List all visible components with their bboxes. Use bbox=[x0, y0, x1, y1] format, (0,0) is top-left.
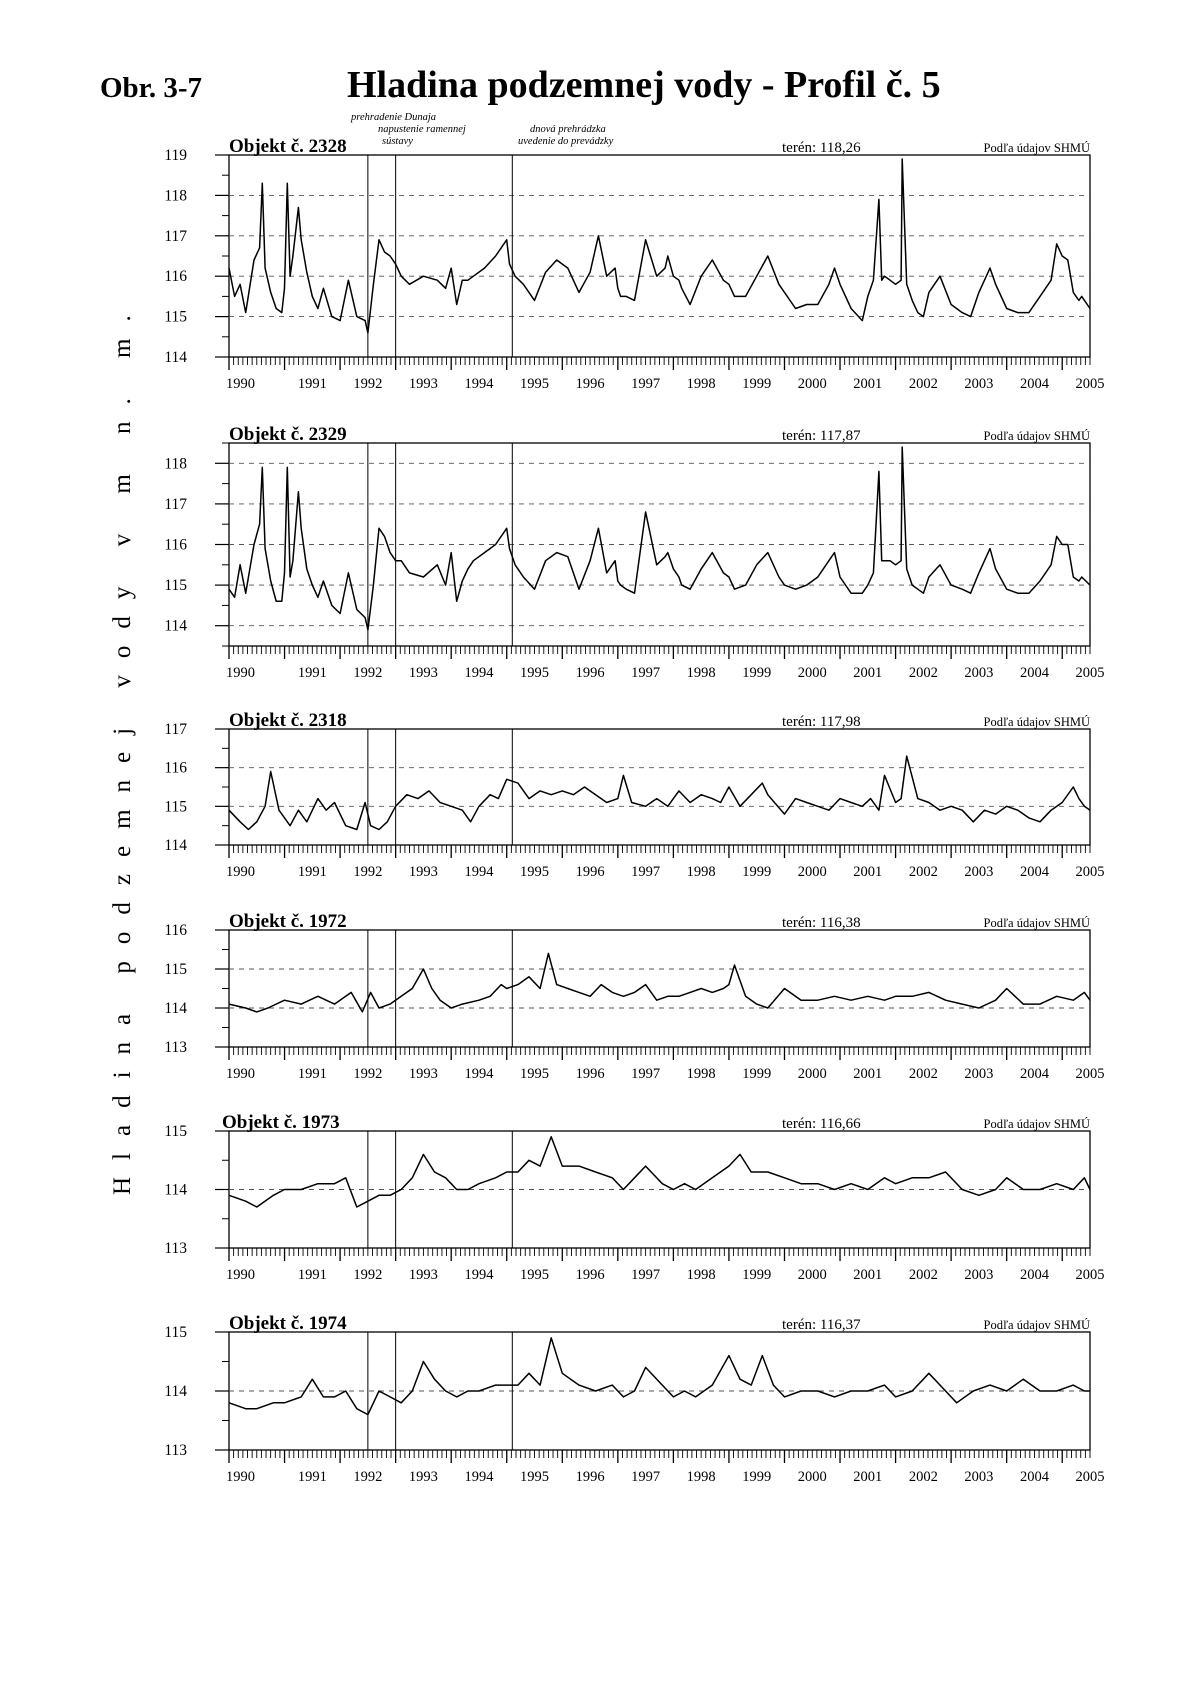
panel-title: Objekt č. 2318 bbox=[229, 710, 347, 731]
x-tick-label: 2002 bbox=[908, 376, 938, 392]
y-tick-label: 118 bbox=[164, 455, 187, 473]
x-tick-label: 1992 bbox=[353, 376, 383, 392]
y-tick-label: 114 bbox=[164, 1383, 187, 1400]
y-tick-label: 116 bbox=[164, 922, 187, 939]
x-tick-label: 1990 bbox=[226, 1469, 255, 1485]
x-tick-label: 2000 bbox=[797, 1267, 827, 1283]
x-tick-label: 1997 bbox=[631, 1066, 661, 1082]
panel-source: Podľa údajov SHMÚ bbox=[983, 916, 1090, 930]
x-tick-label: 2004 bbox=[1019, 864, 1049, 880]
x-tick-label: 2005 bbox=[1075, 1066, 1105, 1082]
x-tick-label: 1993 bbox=[408, 1469, 438, 1485]
x-tick-label: 2002 bbox=[908, 1469, 938, 1485]
panel-title: Objekt č. 2328 bbox=[229, 136, 347, 157]
x-tick-label: 2005 bbox=[1075, 376, 1105, 392]
x-tick-label: 1999 bbox=[742, 864, 772, 880]
x-tick-label: 2001 bbox=[853, 1469, 883, 1485]
x-tick-label: 1991 bbox=[297, 376, 327, 392]
y-tick-label: 117 bbox=[164, 721, 187, 738]
x-tick-label: 2004 bbox=[1019, 665, 1049, 681]
x-tick-label: 1997 bbox=[631, 864, 661, 880]
y-tick-label: 114 bbox=[164, 837, 187, 854]
x-tick-label: 1991 bbox=[297, 1267, 327, 1283]
panel-teren: terén: 118,26 bbox=[782, 140, 861, 156]
x-tick-label: 1990 bbox=[226, 864, 255, 880]
y-tick-label: 114 bbox=[164, 1000, 187, 1017]
x-tick-label: 1996 bbox=[575, 864, 605, 880]
x-tick-label: 1999 bbox=[742, 376, 772, 392]
x-tick-label: 1997 bbox=[631, 665, 661, 681]
x-tick-label: 1997 bbox=[631, 376, 661, 392]
x-tick-label: 1995 bbox=[520, 1469, 550, 1485]
annotation-dnova-prehradzka: dnová prehrádzka bbox=[530, 124, 606, 135]
x-tick-label: 1999 bbox=[742, 1066, 772, 1082]
x-tick-label: 1992 bbox=[353, 1267, 383, 1283]
x-tick-label: 1995 bbox=[520, 864, 550, 880]
panel-teren: terén: 116,38 bbox=[782, 915, 861, 931]
figure-title: Hladina podzemnej vody - Profil č. 5 bbox=[347, 64, 941, 106]
x-tick-label: 2003 bbox=[964, 864, 994, 880]
x-tick-label: 1995 bbox=[520, 376, 550, 392]
x-tick-label: 2001 bbox=[853, 376, 883, 392]
panel-teren: terén: 117,98 bbox=[782, 714, 861, 730]
panel-title: Objekt č. 2329 bbox=[229, 424, 347, 445]
y-tick-label: 115 bbox=[164, 577, 187, 595]
x-tick-label: 2000 bbox=[797, 864, 827, 880]
panel-source: Podľa údajov SHMÚ bbox=[983, 141, 1090, 155]
x-tick-label: 1993 bbox=[408, 1066, 438, 1082]
x-tick-label: 1997 bbox=[631, 1267, 661, 1283]
x-tick-label: 2003 bbox=[964, 376, 994, 392]
figure-label: Obr. 3-7 bbox=[100, 72, 203, 104]
x-tick-label: 1992 bbox=[353, 1469, 383, 1485]
x-tick-label: 2002 bbox=[908, 864, 938, 880]
x-tick-label: 2004 bbox=[1019, 1066, 1049, 1082]
y-tick-label: 113 bbox=[164, 1039, 187, 1056]
x-tick-label: 1992 bbox=[353, 665, 383, 681]
y-tick-label: 114 bbox=[164, 349, 187, 366]
panel-teren: terén: 116,37 bbox=[782, 1317, 861, 1333]
x-tick-label: 1998 bbox=[686, 1469, 716, 1485]
x-tick-label: 1990 bbox=[226, 376, 255, 392]
y-tick-label: 113 bbox=[164, 1442, 187, 1459]
x-tick-label: 1995 bbox=[520, 1066, 550, 1082]
x-tick-label: 2004 bbox=[1019, 1267, 1049, 1283]
y-tick-label: 115 bbox=[164, 308, 187, 326]
x-tick-label: 1994 bbox=[464, 665, 494, 681]
y-tick-label: 116 bbox=[164, 536, 187, 554]
x-tick-label: 2001 bbox=[853, 665, 883, 681]
x-tick-label: 1999 bbox=[742, 1469, 772, 1485]
x-tick-label: 1996 bbox=[575, 1267, 605, 1283]
x-tick-label: 1994 bbox=[464, 1469, 494, 1485]
x-tick-label: 2003 bbox=[964, 1469, 994, 1485]
x-tick-label: 2002 bbox=[908, 665, 938, 681]
x-tick-label: 2003 bbox=[964, 1066, 994, 1082]
panel-source: Podľa údajov SHMÚ bbox=[983, 1117, 1090, 1131]
x-tick-label: 1990 bbox=[226, 665, 255, 681]
y-tick-label: 117 bbox=[164, 227, 187, 245]
x-tick-label: 2000 bbox=[797, 1469, 827, 1485]
x-tick-label: 1993 bbox=[408, 665, 438, 681]
annotation-sustavy: sústavy bbox=[382, 136, 413, 147]
panel-title: Objekt č. 1972 bbox=[229, 911, 347, 932]
x-tick-label: 1998 bbox=[686, 1267, 716, 1283]
y-tick-label: 117 bbox=[164, 495, 187, 513]
y-tick-label: 115 bbox=[164, 961, 187, 978]
x-tick-label: 2000 bbox=[797, 1066, 827, 1082]
x-tick-label: 1993 bbox=[408, 1267, 438, 1283]
x-tick-label: 2001 bbox=[853, 1267, 883, 1283]
x-tick-label: 1996 bbox=[575, 665, 605, 681]
y-tick-label: 118 bbox=[164, 187, 187, 205]
x-tick-label: 2004 bbox=[1019, 376, 1049, 392]
panel-source: Podľa údajov SHMÚ bbox=[983, 429, 1090, 443]
panel-source: Podľa údajov SHMÚ bbox=[983, 1318, 1090, 1332]
x-tick-label: 1999 bbox=[742, 665, 772, 681]
x-tick-label: 1997 bbox=[631, 1469, 661, 1485]
x-tick-label: 1991 bbox=[297, 1469, 327, 1485]
annotation-uvedenie: uvedenie do prevádzky bbox=[518, 136, 614, 147]
x-tick-label: 1990 bbox=[226, 1267, 255, 1283]
y-tick-label: 114 bbox=[164, 1181, 187, 1199]
x-tick-label: 1990 bbox=[226, 1066, 255, 1082]
x-tick-label: 1999 bbox=[742, 1267, 772, 1283]
panel-source: Podľa údajov SHMÚ bbox=[983, 715, 1090, 729]
x-tick-label: 2005 bbox=[1075, 864, 1105, 880]
x-tick-label: 1994 bbox=[464, 376, 494, 392]
y-axis-title: Hladina podzemnej vody v m n. m. bbox=[109, 298, 136, 1195]
x-tick-label: 2003 bbox=[964, 1267, 994, 1283]
x-tick-label: 2000 bbox=[797, 376, 827, 392]
y-tick-label: 114 bbox=[164, 617, 187, 635]
annotation-prehradenie: prehradenie Dunaja bbox=[351, 112, 437, 123]
y-tick-label: 113 bbox=[164, 1240, 187, 1257]
panel-teren: terén: 116,66 bbox=[782, 1116, 861, 1132]
x-tick-label: 1994 bbox=[464, 1066, 494, 1082]
x-tick-label: 1996 bbox=[575, 1066, 605, 1082]
x-tick-label: 1991 bbox=[297, 864, 327, 880]
x-tick-label: 2005 bbox=[1075, 1469, 1105, 1485]
x-tick-label: 2002 bbox=[908, 1267, 938, 1283]
x-tick-label: 1995 bbox=[520, 665, 550, 681]
x-tick-label: 1993 bbox=[408, 376, 438, 392]
x-tick-label: 1998 bbox=[686, 864, 716, 880]
x-tick-label: 2005 bbox=[1075, 1267, 1105, 1283]
x-tick-label: 1995 bbox=[520, 1267, 550, 1283]
x-tick-label: 1993 bbox=[408, 864, 438, 880]
x-tick-label: 2001 bbox=[853, 864, 883, 880]
y-tick-label: 119 bbox=[164, 147, 187, 164]
x-tick-label: 1998 bbox=[686, 376, 716, 392]
y-tick-label: 116 bbox=[164, 759, 187, 777]
x-tick-label: 1992 bbox=[353, 864, 383, 880]
x-tick-label: 2005 bbox=[1075, 665, 1105, 681]
x-tick-label: 2000 bbox=[797, 665, 827, 681]
y-tick-label: 115 bbox=[164, 1123, 187, 1140]
annotation-napustenie: napustenie ramennej bbox=[378, 124, 466, 135]
x-tick-label: 1992 bbox=[353, 1066, 383, 1082]
panel-title: Objekt č. 1974 bbox=[229, 1313, 347, 1334]
panel-title: Objekt č. 1973 bbox=[222, 1112, 340, 1133]
x-tick-label: 2002 bbox=[908, 1066, 938, 1082]
x-tick-label: 1994 bbox=[464, 1267, 494, 1283]
x-tick-label: 2004 bbox=[1019, 1469, 1049, 1485]
x-tick-label: 1998 bbox=[686, 1066, 716, 1082]
y-tick-label: 115 bbox=[164, 1324, 187, 1341]
x-tick-label: 1996 bbox=[575, 1469, 605, 1485]
x-tick-label: 1991 bbox=[297, 1066, 327, 1082]
x-tick-label: 1998 bbox=[686, 665, 716, 681]
x-tick-label: 1994 bbox=[464, 864, 494, 880]
x-tick-label: 2001 bbox=[853, 1066, 883, 1082]
x-tick-label: 1991 bbox=[297, 665, 327, 681]
x-tick-label: 1996 bbox=[575, 376, 605, 392]
x-tick-label: 2003 bbox=[964, 665, 994, 681]
y-tick-label: 116 bbox=[164, 268, 187, 286]
y-tick-label: 115 bbox=[164, 798, 187, 816]
panel-teren: terén: 117,87 bbox=[782, 428, 861, 444]
